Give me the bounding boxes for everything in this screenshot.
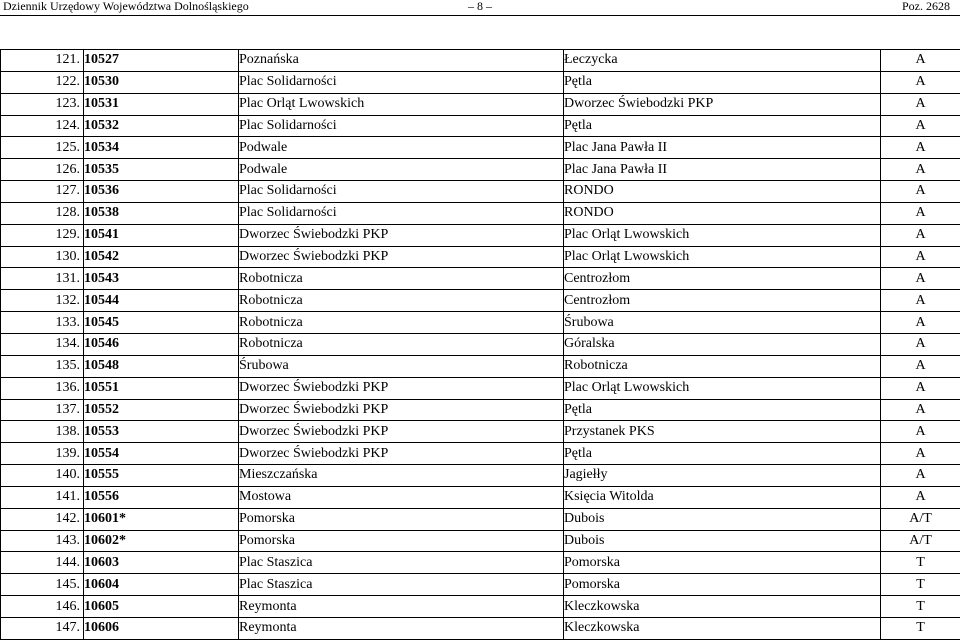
to-stop-cell: Plac Orląt Lwowskich: [564, 224, 881, 246]
type-cell: A: [881, 224, 960, 246]
to-stop-cell: Robotnicza: [564, 355, 881, 377]
to-stop-cell: Pomorska: [564, 552, 881, 574]
type-cell: A: [881, 486, 960, 508]
route-code-cell: 10544: [84, 290, 239, 312]
route-code-cell: 10545: [84, 312, 239, 334]
position-number: Poz. 2628: [902, 0, 950, 12]
type-cell: A: [881, 268, 960, 290]
from-stop-cell: Plac Solidarności: [239, 181, 564, 203]
table-row: [1, 443, 960, 465]
route-code-cell: 10542: [84, 246, 239, 268]
route-code-cell: 10604: [84, 574, 239, 596]
row-number-cell: 129.: [1, 224, 84, 246]
to-stop-cell: Jagiełły: [564, 465, 881, 487]
from-stop-cell: Dworzec Świebodzki PKP: [239, 246, 564, 268]
route-code-cell: 10606: [84, 617, 239, 639]
table-row: [1, 421, 960, 443]
row-number-cell: 139.: [1, 443, 84, 465]
to-stop-cell: Plac Jana Pawła II: [564, 137, 881, 159]
to-stop-cell: Pętla: [564, 443, 881, 465]
table-row: [1, 530, 960, 552]
from-stop-cell: Śrubowa: [239, 355, 564, 377]
route-code-cell: 10532: [84, 115, 239, 137]
table-row: [1, 617, 960, 639]
route-code-cell: 10538: [84, 202, 239, 224]
type-cell: A/T: [881, 508, 960, 530]
from-stop-cell: Robotnicza: [239, 290, 564, 312]
to-stop-cell: Centrozłom: [564, 290, 881, 312]
table-row: [1, 71, 960, 93]
type-cell: A: [881, 202, 960, 224]
row-number-cell: 140.: [1, 465, 84, 487]
row-number-cell: 131.: [1, 268, 84, 290]
from-stop-cell: Mieszczańska: [239, 465, 564, 487]
to-stop-cell: Pomorska: [564, 574, 881, 596]
route-code-cell: 10603: [84, 552, 239, 574]
route-code-cell: 10527: [84, 50, 239, 72]
table-row: [1, 355, 960, 377]
route-code-cell: 10531: [84, 93, 239, 115]
to-stop-cell: Kleczkowska: [564, 596, 881, 618]
row-number-cell: 121.: [1, 50, 84, 72]
table-row: [1, 312, 960, 334]
row-number-cell: 135.: [1, 355, 84, 377]
row-number-cell: 123.: [1, 93, 84, 115]
type-cell: A: [881, 465, 960, 487]
header-divider: [0, 15, 960, 16]
type-cell: A: [881, 399, 960, 421]
type-cell: A: [881, 159, 960, 181]
row-number-cell: 141.: [1, 486, 84, 508]
row-number-cell: 124.: [1, 115, 84, 137]
type-cell: T: [881, 617, 960, 639]
route-code-cell: 10551: [84, 377, 239, 399]
from-stop-cell: Plac Staszica: [239, 552, 564, 574]
row-number-cell: 122.: [1, 71, 84, 93]
row-number-cell: 134.: [1, 333, 84, 355]
type-cell: A: [881, 312, 960, 334]
to-stop-cell: Przystanek PKS: [564, 421, 881, 443]
row-number-cell: 137.: [1, 399, 84, 421]
type-cell: A: [881, 246, 960, 268]
route-code-cell: 10553: [84, 421, 239, 443]
to-stop-cell: Śrubowa: [564, 312, 881, 334]
from-stop-cell: Mostowa: [239, 486, 564, 508]
table-row: [1, 377, 960, 399]
table-row: [1, 465, 960, 487]
table-row: [1, 202, 960, 224]
route-code-cell: 10554: [84, 443, 239, 465]
to-stop-cell: Plac Jana Pawła II: [564, 159, 881, 181]
table-row: [1, 246, 960, 268]
row-number-cell: 136.: [1, 377, 84, 399]
from-stop-cell: Pomorska: [239, 530, 564, 552]
row-number-cell: 127.: [1, 181, 84, 203]
row-number-cell: 126.: [1, 159, 84, 181]
route-code-cell: 10555: [84, 465, 239, 487]
to-stop-cell: Łeczycka: [564, 50, 881, 72]
from-stop-cell: Dworzec Świebodzki PKP: [239, 443, 564, 465]
to-stop-cell: Kleczkowska: [564, 617, 881, 639]
to-stop-cell: Plac Orląt Lwowskich: [564, 377, 881, 399]
from-stop-cell: Reymonta: [239, 596, 564, 618]
type-cell: A: [881, 290, 960, 312]
row-number-cell: 132.: [1, 290, 84, 312]
to-stop-cell: RONDO: [564, 202, 881, 224]
table-row: [1, 159, 960, 181]
to-stop-cell: Dworzec Świebodzki PKP: [564, 93, 881, 115]
route-code-cell: 10546: [84, 333, 239, 355]
from-stop-cell: Dworzec Świebodzki PKP: [239, 224, 564, 246]
from-stop-cell: Pomorska: [239, 508, 564, 530]
journal-title: Dziennik Urzędowy Województwa Dolnośląskiego: [3, 0, 249, 12]
from-stop-cell: Plac Staszica: [239, 574, 564, 596]
type-cell: A: [881, 50, 960, 72]
table-row: [1, 50, 960, 72]
type-cell: T: [881, 574, 960, 596]
type-cell: A: [881, 71, 960, 93]
table-row: [1, 181, 960, 203]
to-stop-cell: Pętla: [564, 115, 881, 137]
row-number-cell: 128.: [1, 202, 84, 224]
table-row: [1, 137, 960, 159]
table-row: [1, 552, 960, 574]
from-stop-cell: Plac Solidarności: [239, 202, 564, 224]
route-code-cell: 10541: [84, 224, 239, 246]
row-number-cell: 147.: [1, 617, 84, 639]
type-cell: T: [881, 552, 960, 574]
type-cell: A: [881, 377, 960, 399]
type-cell: A: [881, 115, 960, 137]
route-code-cell: 10536: [84, 181, 239, 203]
table-row: [1, 508, 960, 530]
to-stop-cell: RONDO: [564, 181, 881, 203]
route-code-cell: 10548: [84, 355, 239, 377]
to-stop-cell: Dubois: [564, 530, 881, 552]
route-code-cell: 10601*: [84, 508, 239, 530]
from-stop-cell: Podwale: [239, 137, 564, 159]
row-number-cell: 130.: [1, 246, 84, 268]
from-stop-cell: Robotnicza: [239, 268, 564, 290]
route-code-cell: 10530: [84, 71, 239, 93]
type-cell: A: [881, 443, 960, 465]
from-stop-cell: Robotnicza: [239, 312, 564, 334]
table-row: [1, 93, 960, 115]
table-row: [1, 290, 960, 312]
from-stop-cell: Dworzec Świebodzki PKP: [239, 421, 564, 443]
row-number-cell: 145.: [1, 574, 84, 596]
page-number: – 8 –: [0, 0, 960, 12]
from-stop-cell: Podwale: [239, 159, 564, 181]
row-number-cell: 143.: [1, 530, 84, 552]
from-stop-cell: Poznańska: [239, 50, 564, 72]
table-row: [1, 115, 960, 137]
from-stop-cell: Dworzec Świebodzki PKP: [239, 399, 564, 421]
routes-table-body: [1, 50, 960, 640]
to-stop-cell: Góralska: [564, 333, 881, 355]
table-row: [1, 486, 960, 508]
from-stop-cell: Plac Orląt Lwowskich: [239, 93, 564, 115]
type-cell: A/T: [881, 530, 960, 552]
table-row: [1, 596, 960, 618]
route-code-cell: 10534: [84, 137, 239, 159]
from-stop-cell: Plac Solidarności: [239, 115, 564, 137]
row-number-cell: 125.: [1, 137, 84, 159]
type-cell: A: [881, 93, 960, 115]
route-code-cell: 10535: [84, 159, 239, 181]
to-stop-cell: Pętla: [564, 399, 881, 421]
row-number-cell: 138.: [1, 421, 84, 443]
from-stop-cell: Reymonta: [239, 617, 564, 639]
from-stop-cell: Dworzec Świebodzki PKP: [239, 377, 564, 399]
table-row: [1, 333, 960, 355]
type-cell: A: [881, 355, 960, 377]
table-row: [1, 224, 960, 246]
type-cell: A: [881, 333, 960, 355]
to-stop-cell: Dubois: [564, 508, 881, 530]
type-cell: T: [881, 596, 960, 618]
to-stop-cell: Plac Orląt Lwowskich: [564, 246, 881, 268]
type-cell: A: [881, 421, 960, 443]
route-code-cell: 10556: [84, 486, 239, 508]
row-number-cell: 146.: [1, 596, 84, 618]
route-code-cell: 10543: [84, 268, 239, 290]
to-stop-cell: Centrozłom: [564, 268, 881, 290]
routes-table: [0, 49, 960, 640]
table-row: [1, 399, 960, 421]
from-stop-cell: Robotnicza: [239, 333, 564, 355]
type-cell: A: [881, 137, 960, 159]
page-header: [0, 0, 960, 14]
table-row: [1, 574, 960, 596]
route-code-cell: 10605: [84, 596, 239, 618]
route-code-cell: 10602*: [84, 530, 239, 552]
type-cell: A: [881, 181, 960, 203]
route-code-cell: 10552: [84, 399, 239, 421]
row-number-cell: 144.: [1, 552, 84, 574]
to-stop-cell: Księcia Witolda: [564, 486, 881, 508]
from-stop-cell: Plac Solidarności: [239, 71, 564, 93]
row-number-cell: 142.: [1, 508, 84, 530]
table-row: [1, 268, 960, 290]
row-number-cell: 133.: [1, 312, 84, 334]
to-stop-cell: Pętla: [564, 71, 881, 93]
